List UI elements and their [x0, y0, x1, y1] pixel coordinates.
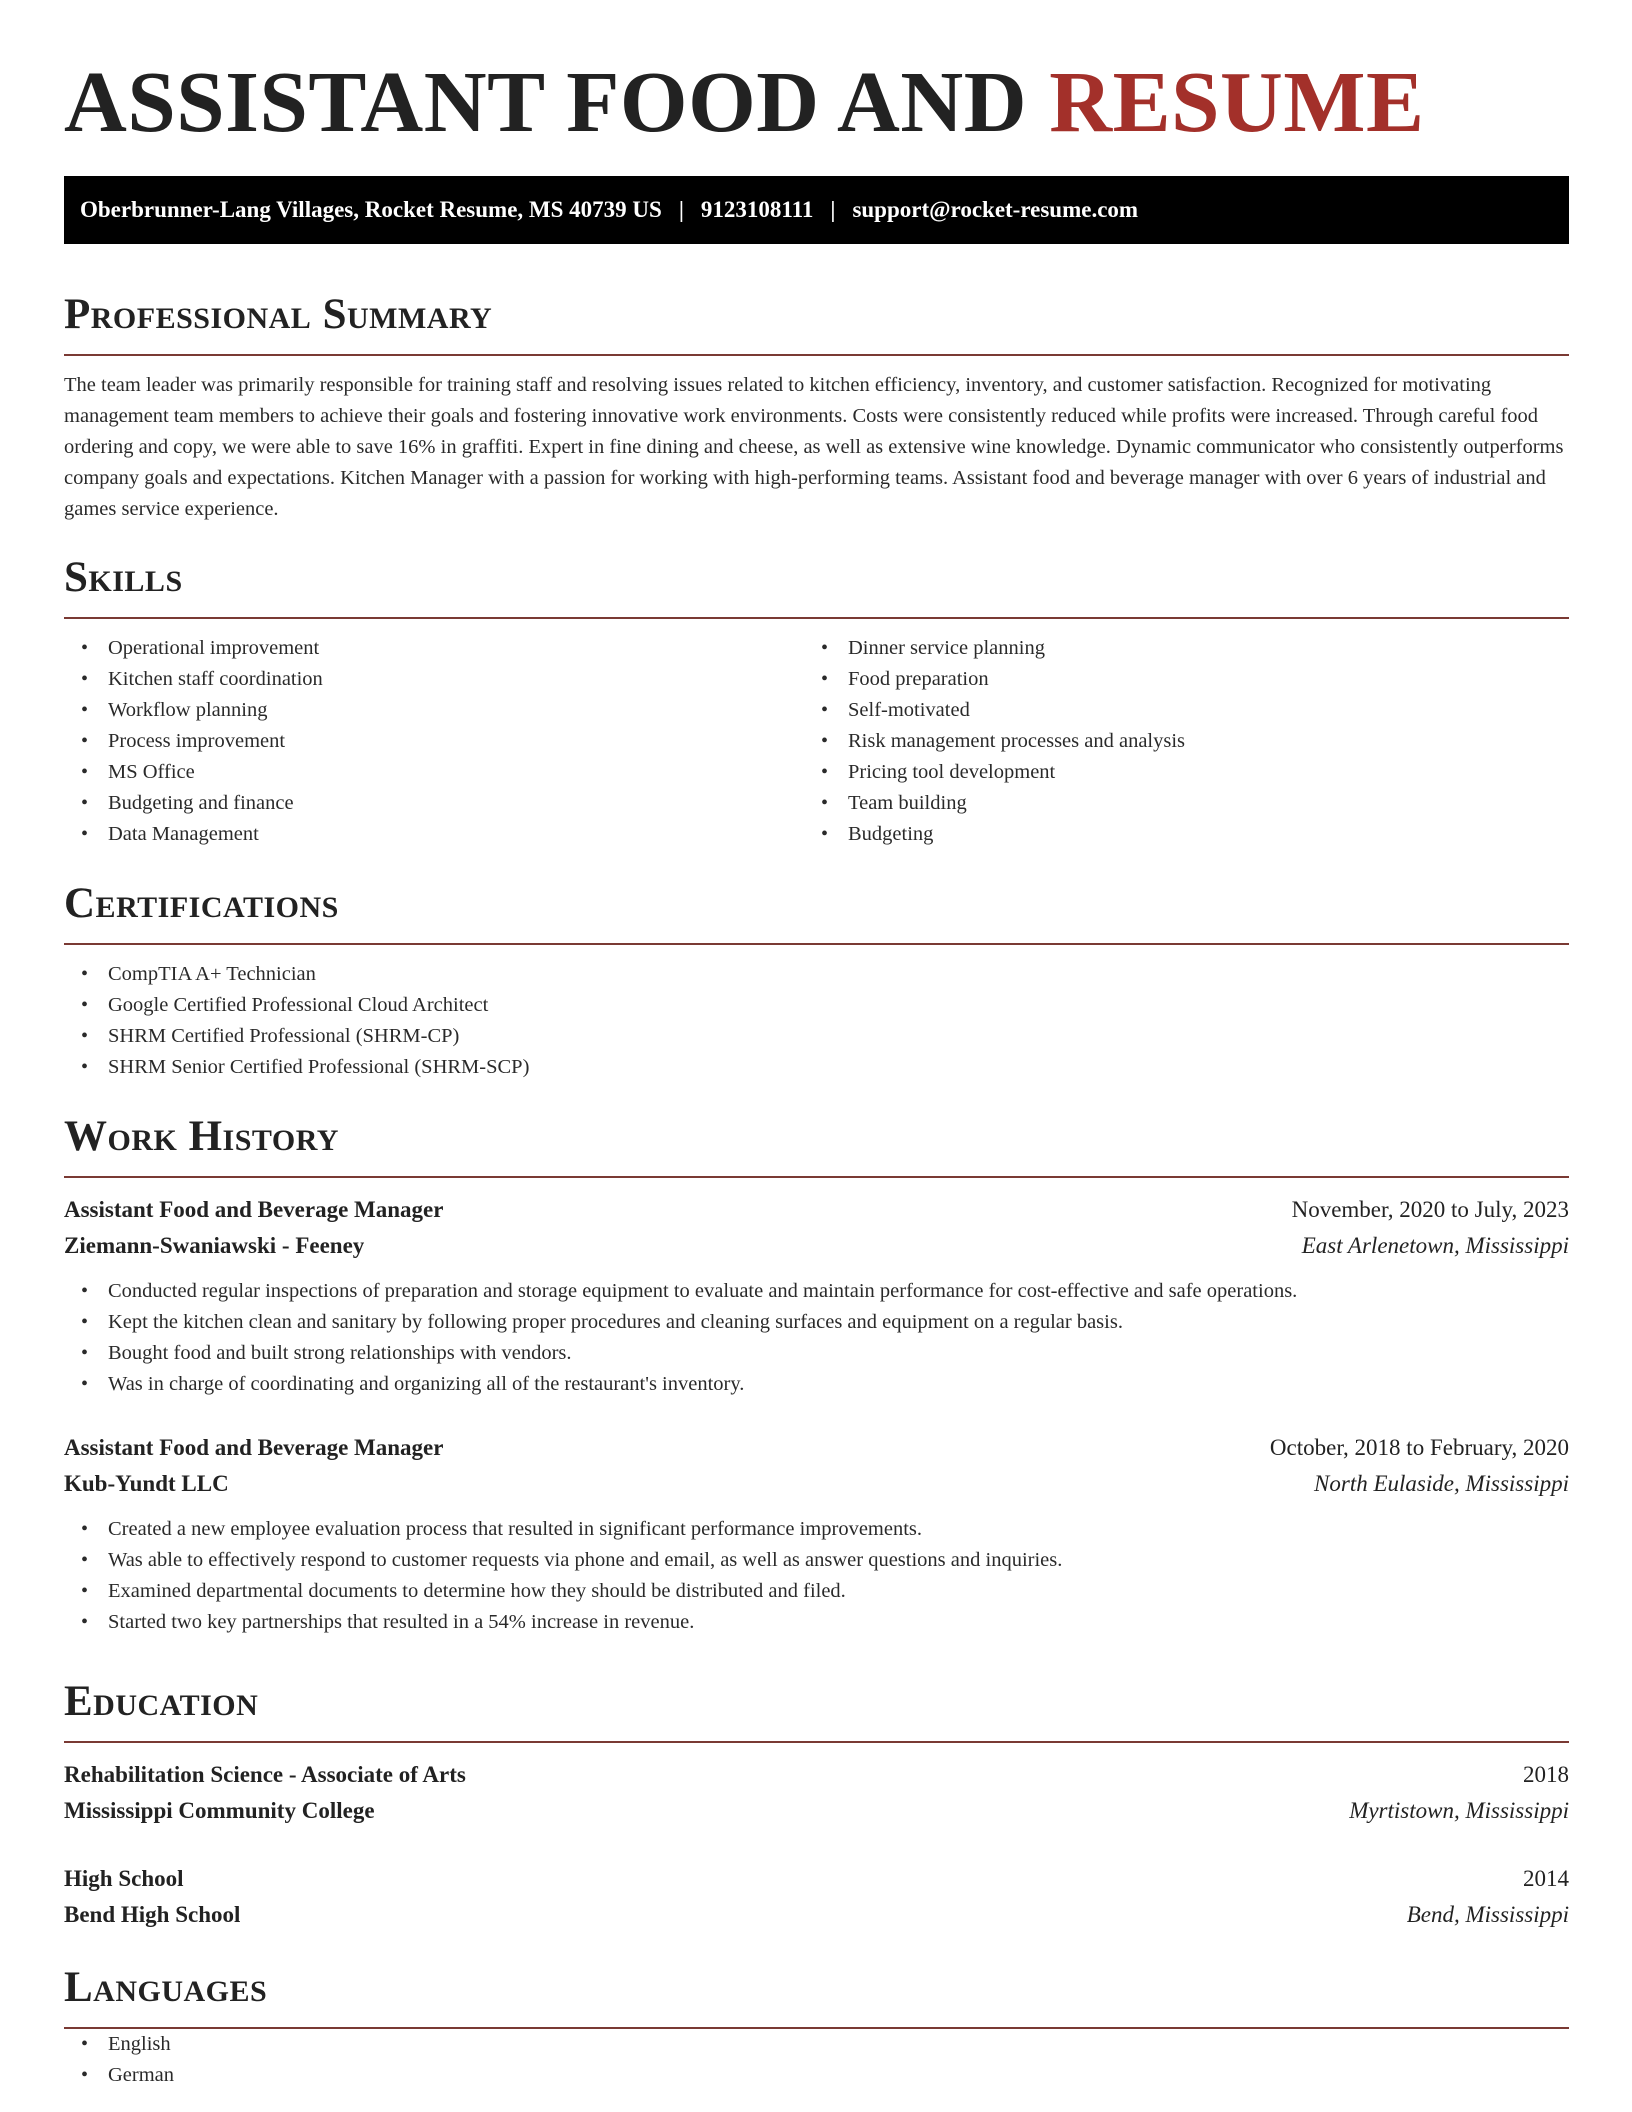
- education-year: 2014: [1523, 1866, 1569, 1891]
- skill-item: • Pricing tool development: [804, 757, 1544, 788]
- skill-item: • Budgeting and finance: [64, 788, 804, 819]
- section-divider: [64, 1176, 1569, 1178]
- job-entry: [64, 1192, 1569, 1400]
- job-bullet: • Was able to effectively respond to customer requests via phone and email, as well as answer questions and inquiries.: [64, 1545, 1569, 1576]
- job-company: Kub-Yundt LLC: [64, 1471, 229, 1496]
- job-role: Assistant Food and Beverage Manager: [64, 1435, 444, 1460]
- education-location: Myrtistown, Mississippi: [1349, 1798, 1569, 1823]
- skill-item: • Dinner service planning: [804, 633, 1544, 664]
- certification-item: • SHRM Senior Certified Professional (SHRM-SCP): [64, 1052, 1569, 1083]
- job-bullet: • Kept the kitchen clean and sanitary by following proper procedures and cleaning surfaces and equipment on a regular basis.: [64, 1307, 1569, 1338]
- education-school-row: [64, 1793, 1569, 1829]
- job-bullets: [64, 1276, 1569, 1400]
- skill-item: • Data Management: [64, 819, 804, 850]
- job-header-row: [64, 1430, 1569, 1466]
- resume-content: [64, 52, 1569, 2086]
- job-role: Assistant Food and Beverage Manager: [64, 1197, 444, 1222]
- contact-address: Oberbrunner-Lang Villages, Rocket Resume, MS 40739 US: [80, 197, 662, 222]
- languages-title: Languages: [64, 1964, 268, 2011]
- education-entry: [64, 1757, 1569, 1829]
- job-bullet: • Conducted regular inspections of preparation and storage equipment to evaluate and maintain performance for cost-effective and safe operations.: [64, 1276, 1569, 1307]
- job-bullet: • Examined departmental documents to determine how they should be distributed and filed.: [64, 1576, 1569, 1607]
- education-degree: High School: [64, 1866, 184, 1891]
- work-history-section: [64, 1112, 1569, 1638]
- job-header-row: [64, 1192, 1569, 1228]
- section-divider: [64, 617, 1569, 619]
- skill-item: • Operational improvement: [64, 633, 804, 664]
- contact-bar: [64, 176, 1569, 244]
- skill-item: • Budgeting: [804, 819, 1544, 850]
- resume-name: [64, 52, 1569, 152]
- section-divider: [64, 354, 1569, 356]
- language-item: • German: [64, 2060, 1569, 2091]
- skill-item: • Workflow planning: [64, 695, 804, 726]
- section-divider: [64, 943, 1569, 945]
- language-item: • English: [64, 2029, 1569, 2060]
- skill-item: • Self-motivated: [804, 695, 1544, 726]
- education-section: [64, 1677, 1569, 1933]
- job-company-row: [64, 1228, 1569, 1264]
- skill-item: • MS Office: [64, 757, 804, 788]
- job-dates: November, 2020 to July, 2023: [1291, 1197, 1569, 1222]
- job-bullets: [64, 1514, 1569, 1638]
- certifications-title: Certifications: [64, 880, 339, 927]
- job-location: East Arlenetown, Mississippi: [1301, 1233, 1569, 1258]
- job-bullet: • Bought food and built strong relationships with vendors.: [64, 1338, 1569, 1369]
- certification-item: • CompTIA A+ Technician: [64, 959, 1569, 990]
- education-location: Bend, Mississippi: [1406, 1902, 1569, 1927]
- education-school: Bend High School: [64, 1902, 241, 1927]
- job-entry: [64, 1430, 1569, 1638]
- summary-title: Professional Summary: [64, 291, 493, 338]
- name-accent: RESUME: [1049, 53, 1425, 150]
- education-degree: Rehabilitation Science - Associate of Arts: [64, 1762, 466, 1787]
- education-header-row: [64, 1757, 1569, 1793]
- skills-title: Skills: [64, 554, 183, 601]
- skill-item: • Kitchen staff coordination: [64, 664, 804, 695]
- skills-left-list: [64, 633, 804, 850]
- certifications-list: [64, 959, 1569, 1083]
- skills-grid: [64, 633, 1569, 850]
- education-year: 2018: [1523, 1762, 1569, 1787]
- summary-text: The team leader was primarily responsible for training staff and resolving issues related to kitchen efficiency, inventory, and customer satisfaction. Recognized for motivating management team members to achieve their goals and fostering innovative work environments. Costs were consistently reduced while profits were increased. Through careful food ordering and copy, we were able to save 16% in graffiti. Expert in fine dining and cheese, as well as extensive wine knowledge. Dynamic communicator who consistently outperforms company goals and expectations. Kitchen Manager with a passion for working with high-performing teams. Assistant food and beverage manager with over 6 years of industrial and games service experience.: [64, 374, 1564, 520]
- skill-item: • Food preparation: [804, 664, 1544, 695]
- work-history-title: Work History: [64, 1113, 339, 1160]
- contact-separator: |: [830, 197, 836, 222]
- skill-item: • Risk management processes and analysis: [804, 726, 1544, 757]
- job-bullet: • Started two key partnerships that resulted in a 54% increase in revenue.: [64, 1607, 1569, 1638]
- education-school: Mississippi Community College: [64, 1798, 375, 1823]
- job-bullet: • Created a new employee evaluation process that resulted in significant performance improvements.: [64, 1514, 1569, 1545]
- summary-section: [64, 290, 1569, 546]
- certifications-section: [64, 879, 1569, 1083]
- skills-right-list: [804, 633, 1544, 850]
- job-location: North Eulaside, Mississippi: [1314, 1471, 1569, 1496]
- skill-item: • Process improvement: [64, 726, 804, 757]
- job-dates: October, 2018 to February, 2020: [1269, 1435, 1569, 1460]
- job-company-row: [64, 1466, 1569, 1502]
- skills-section: [64, 553, 1569, 850]
- job-bullet: • Was in charge of coordinating and organizing all of the restaurant's inventory.: [64, 1369, 1569, 1400]
- certification-item: • Google Certified Professional Cloud Architect: [64, 990, 1569, 1021]
- contact-email: support@rocket-resume.com: [852, 197, 1139, 222]
- education-entry: [64, 1861, 1569, 1933]
- education-school-row: [64, 1897, 1569, 1933]
- name-main: ASSISTANT FOOD AND: [64, 53, 1028, 150]
- languages-section: [64, 1963, 1569, 2091]
- languages-list: [64, 2029, 1569, 2091]
- education-header-row: [64, 1861, 1569, 1897]
- certification-item: • SHRM Certified Professional (SHRM-CP): [64, 1021, 1569, 1052]
- skill-item: • Team building: [804, 788, 1544, 819]
- job-company: Ziemann-Swaniawski - Feeney: [64, 1233, 365, 1258]
- section-divider: [64, 1741, 1569, 1743]
- contact-separator: |: [678, 197, 684, 222]
- contact-phone: 9123108111: [700, 197, 814, 222]
- education-title: Education: [64, 1678, 259, 1725]
